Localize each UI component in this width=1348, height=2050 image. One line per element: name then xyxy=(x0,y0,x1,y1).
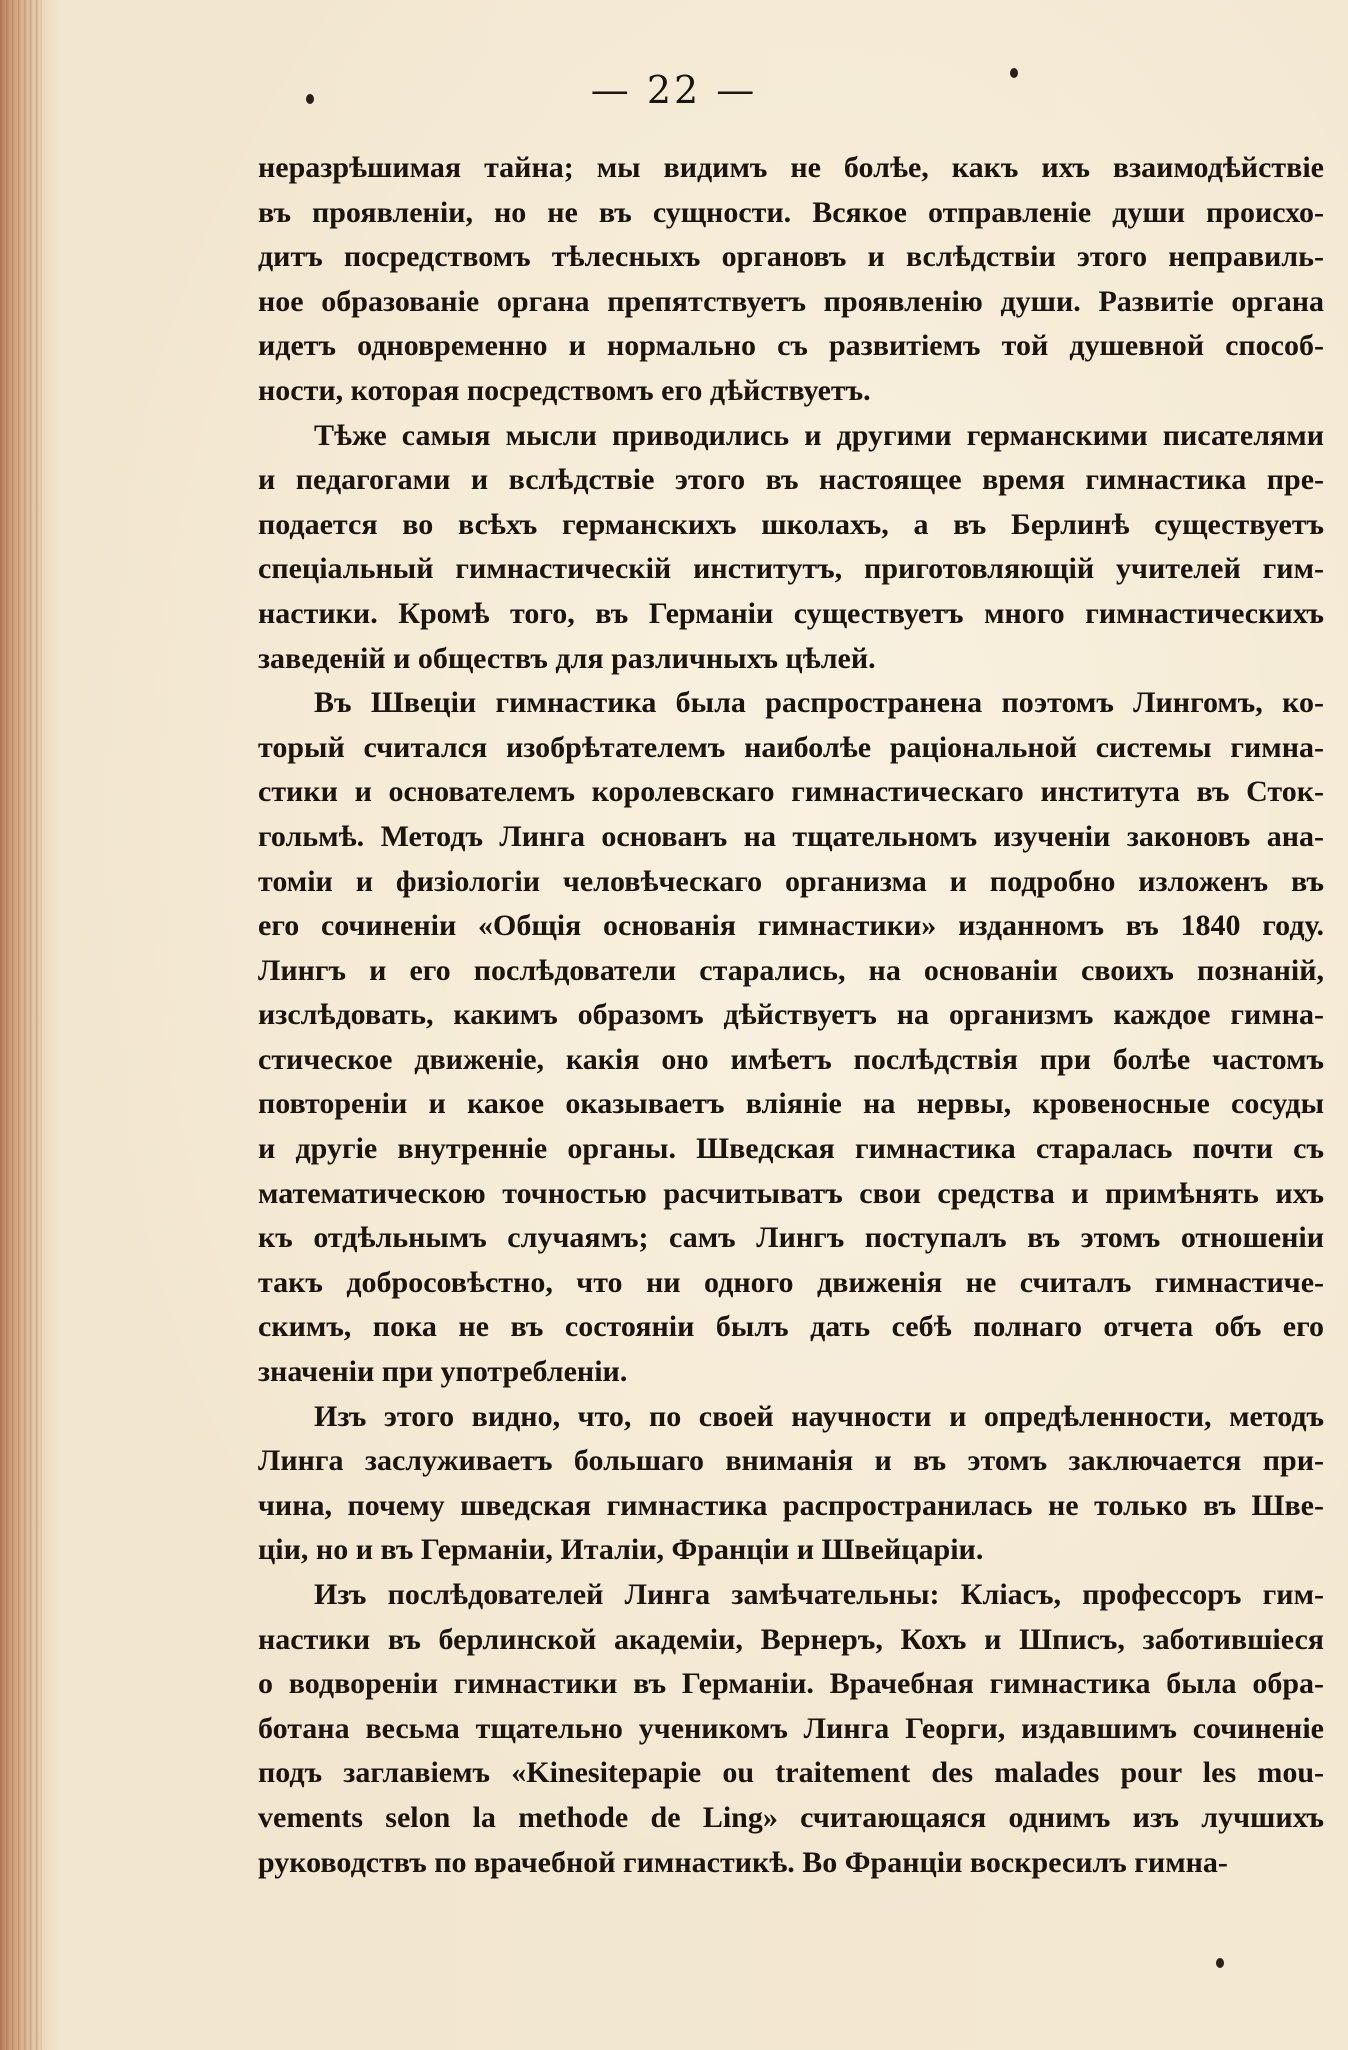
text-line: заведеній и обществъ для различныхъ цѣлей. xyxy=(258,641,876,675)
text-line: стическое движеніе, какія оно имѣетъ послѣдствія при болѣе частомъ xyxy=(258,1042,1324,1076)
text-line: Тѣже самыя мысли приводились и другими германскими писателями xyxy=(314,418,1324,452)
text-line: повтореніи и какое оказываетъ вліяніе на нервы, кровеносные сосуды xyxy=(258,1087,1324,1121)
text-line: и педагогами и вслѣдствіе этого въ настоящее время гимнастика пре- xyxy=(258,463,1324,497)
text-line: неразрѣшимая тайна; мы видимъ не болѣе, какъ ихъ взаимодѣйствіе xyxy=(258,151,1324,184)
text-line: значеніи при употребленіи. xyxy=(258,1355,628,1389)
text-line: Изъ этого видно, что, по своей научности и опредѣленности, методъ xyxy=(314,1399,1324,1433)
text-line: Лингъ и его послѣдователи старались, на основаніи своихъ познаній, xyxy=(258,953,1324,987)
text-line: томіи и физіологіи человѣческаго организма и подробно изложенъ въ xyxy=(258,864,1324,898)
paragraph xyxy=(258,681,1324,1395)
text-line: гольмѣ. Методъ Линга основанъ на тщательномъ изученіи законовъ ана- xyxy=(258,819,1324,853)
text-line: Линга заслуживаетъ большаго вниманія и въ этомъ заключается при- xyxy=(258,1444,1324,1478)
text-line: чина, почему шведская гимнастика распространилась не только въ Шве- xyxy=(258,1488,1324,1522)
text-line: спеціальный гимнастическій институтъ, приготовляющій учителей гим- xyxy=(258,552,1324,586)
text-line: дитъ посредствомъ тѣлесныхъ органовъ и вслѣдствіи этого неправиль- xyxy=(258,240,1324,274)
text-line: его сочиненіи «Общія основанія гимнастики» изданномъ въ 1840 году. xyxy=(258,909,1324,943)
text-line: къ отдѣльнымъ случаямъ; самъ Лингъ поступалъ въ этомъ отношеніи xyxy=(258,1221,1324,1255)
text-line: ботана весьма тщательно ученикомъ Линга Георги, издавшимъ сочиненіе xyxy=(258,1711,1324,1745)
text-line: Изъ послѣдователей Линга замѣчательны: Кліасъ, профессоръ гим- xyxy=(314,1578,1324,1611)
text-line: торый считался изобрѣтателемъ наиболѣе раціональной системы гимна- xyxy=(258,730,1324,764)
binding-edge xyxy=(0,0,42,2050)
body-text xyxy=(258,146,1324,1885)
text-line: стики и основателемъ королевскаго гимнастическаго института въ Сток- xyxy=(258,775,1324,809)
text-line: такъ добросовѣстно, что ни одного движенія не считалъ гимнастиче- xyxy=(258,1265,1324,1299)
text-line: въ проявленіи, но не въ сущности. Всякое отправленіе души происхо- xyxy=(258,195,1324,229)
page-number: — 22 — xyxy=(590,68,758,112)
text-line: математическою точностью расчитыватъ свои средства и примѣнять ихъ xyxy=(258,1176,1324,1210)
text-line: о водвореніи гимнастики въ Германіи. Врачебная гимнастика была обра- xyxy=(258,1667,1324,1701)
ink-spot xyxy=(1216,1958,1224,1968)
text-line: настики въ берлинской академіи, Вернеръ, Кохъ и Шписъ, заботившіеся xyxy=(258,1622,1324,1656)
paragraph xyxy=(258,1395,1324,1573)
text-line: vements selon la methode de Ling» считающаяся однимъ изъ лучшихъ xyxy=(258,1800,1324,1834)
text-line: ціи, но и въ Германіи, Италіи, Франціи и Швейцаріи. xyxy=(258,1533,984,1567)
text-line: Въ Швеціи гимнастика была распространена поэтомъ Лингомъ, ко- xyxy=(314,686,1324,720)
text-line: настики. Кромѣ того, въ Германіи существуетъ много гимнастическихъ xyxy=(258,596,1324,630)
text-line: ное образованіе органа препятствуетъ проявленію души. Развитіе органа xyxy=(258,284,1324,318)
text-line: ности, которая посредствомъ его дѣйствуетъ. xyxy=(258,373,871,407)
text-line: подается во всѣхъ германскихъ школахъ, а въ Берлинѣ существуетъ xyxy=(258,507,1324,541)
text-line: изслѣдовать, какимъ образомъ дѣйствуетъ на организмъ каждое гимна- xyxy=(258,998,1324,1032)
text-line: скимъ, пока не въ состояніи былъ дать себѣ полнаго отчета объ его xyxy=(258,1310,1324,1344)
text-line: идетъ одновременно и нормально съ развитіемъ той душевной способ- xyxy=(258,329,1324,363)
paragraph xyxy=(258,146,1324,414)
text-line: подъ заглавіемъ «Kinesitерapie ou traitement des malades pour les mou- xyxy=(258,1756,1324,1790)
paragraph xyxy=(258,1573,1324,1885)
text-line: руководствъ по врачебной гимнастикѣ. Во Франціи воскресилъ гимна- xyxy=(258,1845,1228,1879)
paragraph xyxy=(258,414,1324,682)
text-line: и другіе внутренніе органы. Шведская гимнастика старалась почти съ xyxy=(258,1132,1324,1166)
